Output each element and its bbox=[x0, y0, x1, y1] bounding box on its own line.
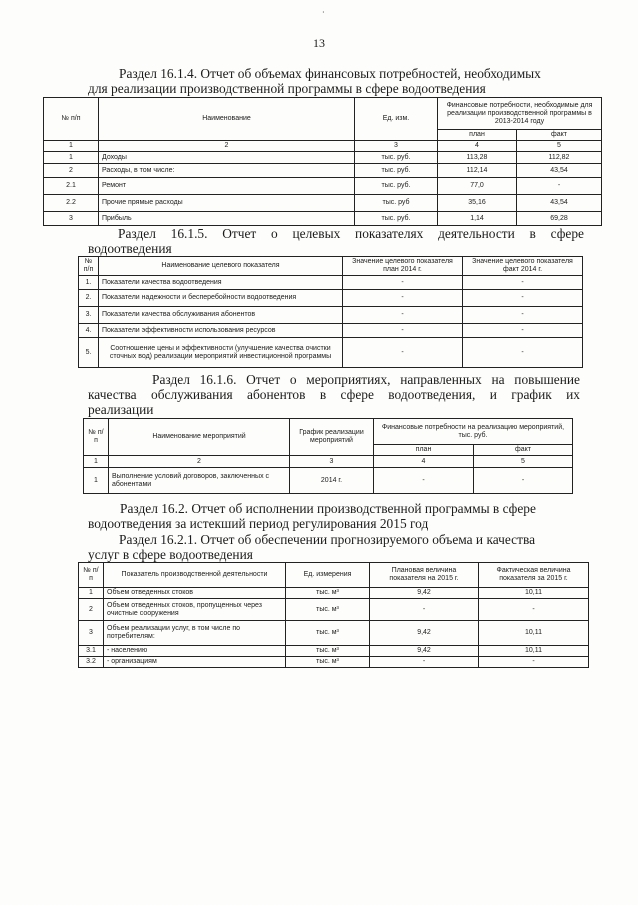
colnum: 4 bbox=[374, 456, 474, 468]
section-16-1-4-title-line2: для реализации производственной программы в сфере водоотведения bbox=[88, 81, 486, 96]
header-name: Наименование bbox=[99, 98, 355, 141]
section-16-2-title-line2: водоотведения за истекший период регулирования 2015 год bbox=[88, 516, 429, 531]
cell-num: 3 bbox=[79, 621, 104, 646]
cell-fact: 10,11 bbox=[479, 621, 589, 646]
table-row bbox=[79, 657, 589, 668]
cell-name: - организациям bbox=[104, 657, 286, 668]
table-row bbox=[79, 646, 589, 657]
section-16-1-6-title-line2: качества обслуживания абонентов в сфере водоотведения, и график их bbox=[88, 387, 580, 402]
cell-num: 5. bbox=[79, 338, 99, 368]
table-row bbox=[84, 468, 573, 494]
cell-fact: 112,82 bbox=[517, 152, 602, 164]
header-unit: Ед. изм. bbox=[355, 98, 438, 141]
cell-name: Объем отведенных стоков bbox=[104, 588, 286, 599]
cell-num: 2. bbox=[79, 290, 99, 307]
cell-name: Показатели эффективности использования ресурсов bbox=[99, 324, 343, 338]
cell-plan: - bbox=[370, 657, 479, 668]
cell-plan: 35,16 bbox=[438, 195, 517, 212]
colnum: 1 bbox=[84, 456, 109, 468]
cell-fact: 10,11 bbox=[479, 588, 589, 599]
section-16-1-6-title-line3: реализации bbox=[88, 402, 154, 417]
cell-fact: - bbox=[474, 468, 573, 494]
header-num: № п/п bbox=[79, 257, 99, 276]
table-row bbox=[79, 307, 583, 324]
colnum: 1 bbox=[44, 141, 99, 152]
cell-fact: 10,11 bbox=[479, 646, 589, 657]
cell-unit: тыс. руб bbox=[355, 195, 438, 212]
header-plan: план bbox=[374, 445, 474, 456]
cell-num: 3 bbox=[44, 212, 99, 226]
table-row bbox=[44, 152, 602, 164]
cell-plan: - bbox=[343, 276, 463, 290]
cell-unit: тыс. руб. bbox=[355, 178, 438, 195]
cell-plan: 1,14 bbox=[438, 212, 517, 226]
cell-plan: 9,42 bbox=[370, 621, 479, 646]
cell-name: Прибыль bbox=[99, 212, 355, 226]
section-16-1-4-title-line1: Раздел 16.1.4. Отчет об объемах финансовых потребностей, необходимых bbox=[119, 66, 541, 81]
header-fact: Значение целевого показателя факт 2014 г. bbox=[463, 257, 583, 276]
table-row bbox=[44, 195, 602, 212]
cell-name: Выполнение условий договоров, заключенных с абонентами bbox=[109, 468, 290, 494]
colnum: 5 bbox=[517, 141, 602, 152]
header-plan: Плановая величина показателя на 2015 г. bbox=[370, 563, 479, 588]
cell-plan: 9,42 bbox=[370, 646, 479, 657]
cell-num: 1 bbox=[44, 152, 99, 164]
cell-fact: - bbox=[463, 338, 583, 368]
cell-plan: 9,42 bbox=[370, 588, 479, 599]
colnum: 4 bbox=[438, 141, 517, 152]
colnum: 2 bbox=[109, 456, 290, 468]
cell-plan: 112,14 bbox=[438, 164, 517, 178]
section-16-1-5-title-line2: водоотведения bbox=[88, 241, 172, 256]
cell-fact: - bbox=[479, 657, 589, 668]
table-16-1-6 bbox=[83, 418, 573, 494]
table-row bbox=[79, 276, 583, 290]
table-row bbox=[79, 324, 583, 338]
cell-unit: тыс. м³ bbox=[286, 657, 370, 668]
header-name: Наименование целевого показателя bbox=[99, 257, 343, 276]
speck: · bbox=[322, 8, 325, 17]
header-fact: факт bbox=[517, 130, 602, 141]
cell-name: Расходы, в том числе: bbox=[99, 164, 355, 178]
colnum: 5 bbox=[474, 456, 573, 468]
cell-name: Доходы bbox=[99, 152, 355, 164]
cell-name: Ремонт bbox=[99, 178, 355, 195]
cell-name: Показатели надежности и бесперебойности водоотведения bbox=[99, 290, 343, 307]
colnum: 3 bbox=[355, 141, 438, 152]
table-row bbox=[79, 338, 583, 368]
header-name: Показатель производственной деятельности bbox=[104, 563, 286, 588]
cell-num: 4. bbox=[79, 324, 99, 338]
cell-num: 2.1 bbox=[44, 178, 99, 195]
table-16-1-5 bbox=[78, 256, 583, 368]
header-unit: Ед. измерения bbox=[286, 563, 370, 588]
table-row bbox=[79, 621, 589, 646]
cell-fact: - bbox=[463, 324, 583, 338]
cell-name: - населению bbox=[104, 646, 286, 657]
cell-num: 2.2 bbox=[44, 195, 99, 212]
cell-name: Соотношение цены и эффективности (улучшение качества очистки сточных вод) реализации мероприятий инвестиционной программы bbox=[99, 338, 343, 368]
section-16-2-1-title-line1: Раздел 16.2.1. Отчет об обеспечении прогнозируемого объема и качества bbox=[119, 532, 536, 547]
cell-name: Объем реализации услуг, в том числе по потребителям: bbox=[104, 621, 286, 646]
cell-unit: тыс. руб. bbox=[355, 212, 438, 226]
cell-fact: - bbox=[463, 276, 583, 290]
cell-plan: - bbox=[343, 307, 463, 324]
section-16-2-title-line1: Раздел 16.2. Отчет об исполнении производственной программы в сфере bbox=[120, 501, 536, 516]
header-name: Наименование мероприятий bbox=[109, 419, 290, 456]
cell-unit: тыс. руб. bbox=[355, 152, 438, 164]
cell-fact: - bbox=[479, 599, 589, 621]
table-row bbox=[44, 212, 602, 226]
cell-num: 2 bbox=[79, 599, 104, 621]
cell-plan: - bbox=[343, 338, 463, 368]
cell-plan: - bbox=[343, 290, 463, 307]
section-16-1-6-title-line1: Раздел 16.1.6. Отчет о мероприятиях, направленных на повышение bbox=[152, 372, 580, 387]
cell-fact: 43,54 bbox=[517, 164, 602, 178]
cell-num: 1 bbox=[79, 588, 104, 599]
cell-unit: тыс. руб. bbox=[355, 164, 438, 178]
table-16-2-1 bbox=[78, 562, 589, 668]
cell-name: Объем отведенных стоков, пропущенных через очистные сооружения bbox=[104, 599, 286, 621]
cell-name: Прочие прямые расходы bbox=[99, 195, 355, 212]
cell-num: 2 bbox=[44, 164, 99, 178]
cell-plan: 113,28 bbox=[438, 152, 517, 164]
cell-fact: 43,54 bbox=[517, 195, 602, 212]
colnum: 2 bbox=[99, 141, 355, 152]
cell-plan: - bbox=[343, 324, 463, 338]
cell-num: 1. bbox=[79, 276, 99, 290]
table-row bbox=[79, 599, 589, 621]
table-16-1-4 bbox=[43, 97, 602, 226]
header-fact: факт bbox=[474, 445, 573, 456]
header-num: № п/п bbox=[84, 419, 109, 456]
cell-plan: - bbox=[370, 599, 479, 621]
table-row bbox=[44, 178, 602, 195]
cell-unit: тыс. м³ bbox=[286, 646, 370, 657]
header-fin: Финансовые потребности, необходимые для реализации производственной программы в 2013-2014 году bbox=[438, 98, 602, 130]
header-plan: план bbox=[438, 130, 517, 141]
colnum: 3 bbox=[290, 456, 374, 468]
page-number: 13 bbox=[313, 36, 325, 50]
cell-plan: 77,0 bbox=[438, 178, 517, 195]
cell-num: 3.1 bbox=[79, 646, 104, 657]
cell-name: Показатели качества обслуживания абонентов bbox=[99, 307, 343, 324]
cell-schedule: 2014 г. bbox=[290, 468, 374, 494]
cell-unit: тыс. м³ bbox=[286, 599, 370, 621]
header-num: № п/п bbox=[79, 563, 104, 588]
cell-unit: тыс. м³ bbox=[286, 621, 370, 646]
header-fin: Финансовые потребности на реализацию мероприятий, тыс. руб. bbox=[374, 419, 573, 445]
cell-num: 1 bbox=[84, 468, 109, 494]
cell-num: 3. bbox=[79, 307, 99, 324]
cell-fact: - bbox=[517, 178, 602, 195]
table-row bbox=[79, 290, 583, 307]
header-schedule: График реализации мероприятий bbox=[290, 419, 374, 456]
header-fact: Фактическая величина показателя за 2015 г. bbox=[479, 563, 589, 588]
cell-name: Показатели качества водоотведения bbox=[99, 276, 343, 290]
table-row bbox=[79, 588, 589, 599]
table-row bbox=[44, 164, 602, 178]
header-num: № п/п bbox=[44, 98, 99, 141]
section-16-2-1-title-line2: услуг в сфере водоотведения bbox=[88, 547, 253, 562]
header-plan: Значение целевого показателя план 2014 г. bbox=[343, 257, 463, 276]
cell-fact: - bbox=[463, 307, 583, 324]
section-16-1-5-title-line1: Раздел 16.1.5. Отчет о целевых показателях деятельности в сфере bbox=[118, 226, 584, 241]
cell-plan: - bbox=[374, 468, 474, 494]
cell-unit: тыс. м³ bbox=[286, 588, 370, 599]
cell-fact: 69,28 bbox=[517, 212, 602, 226]
cell-fact: - bbox=[463, 290, 583, 307]
cell-num: 3.2 bbox=[79, 657, 104, 668]
